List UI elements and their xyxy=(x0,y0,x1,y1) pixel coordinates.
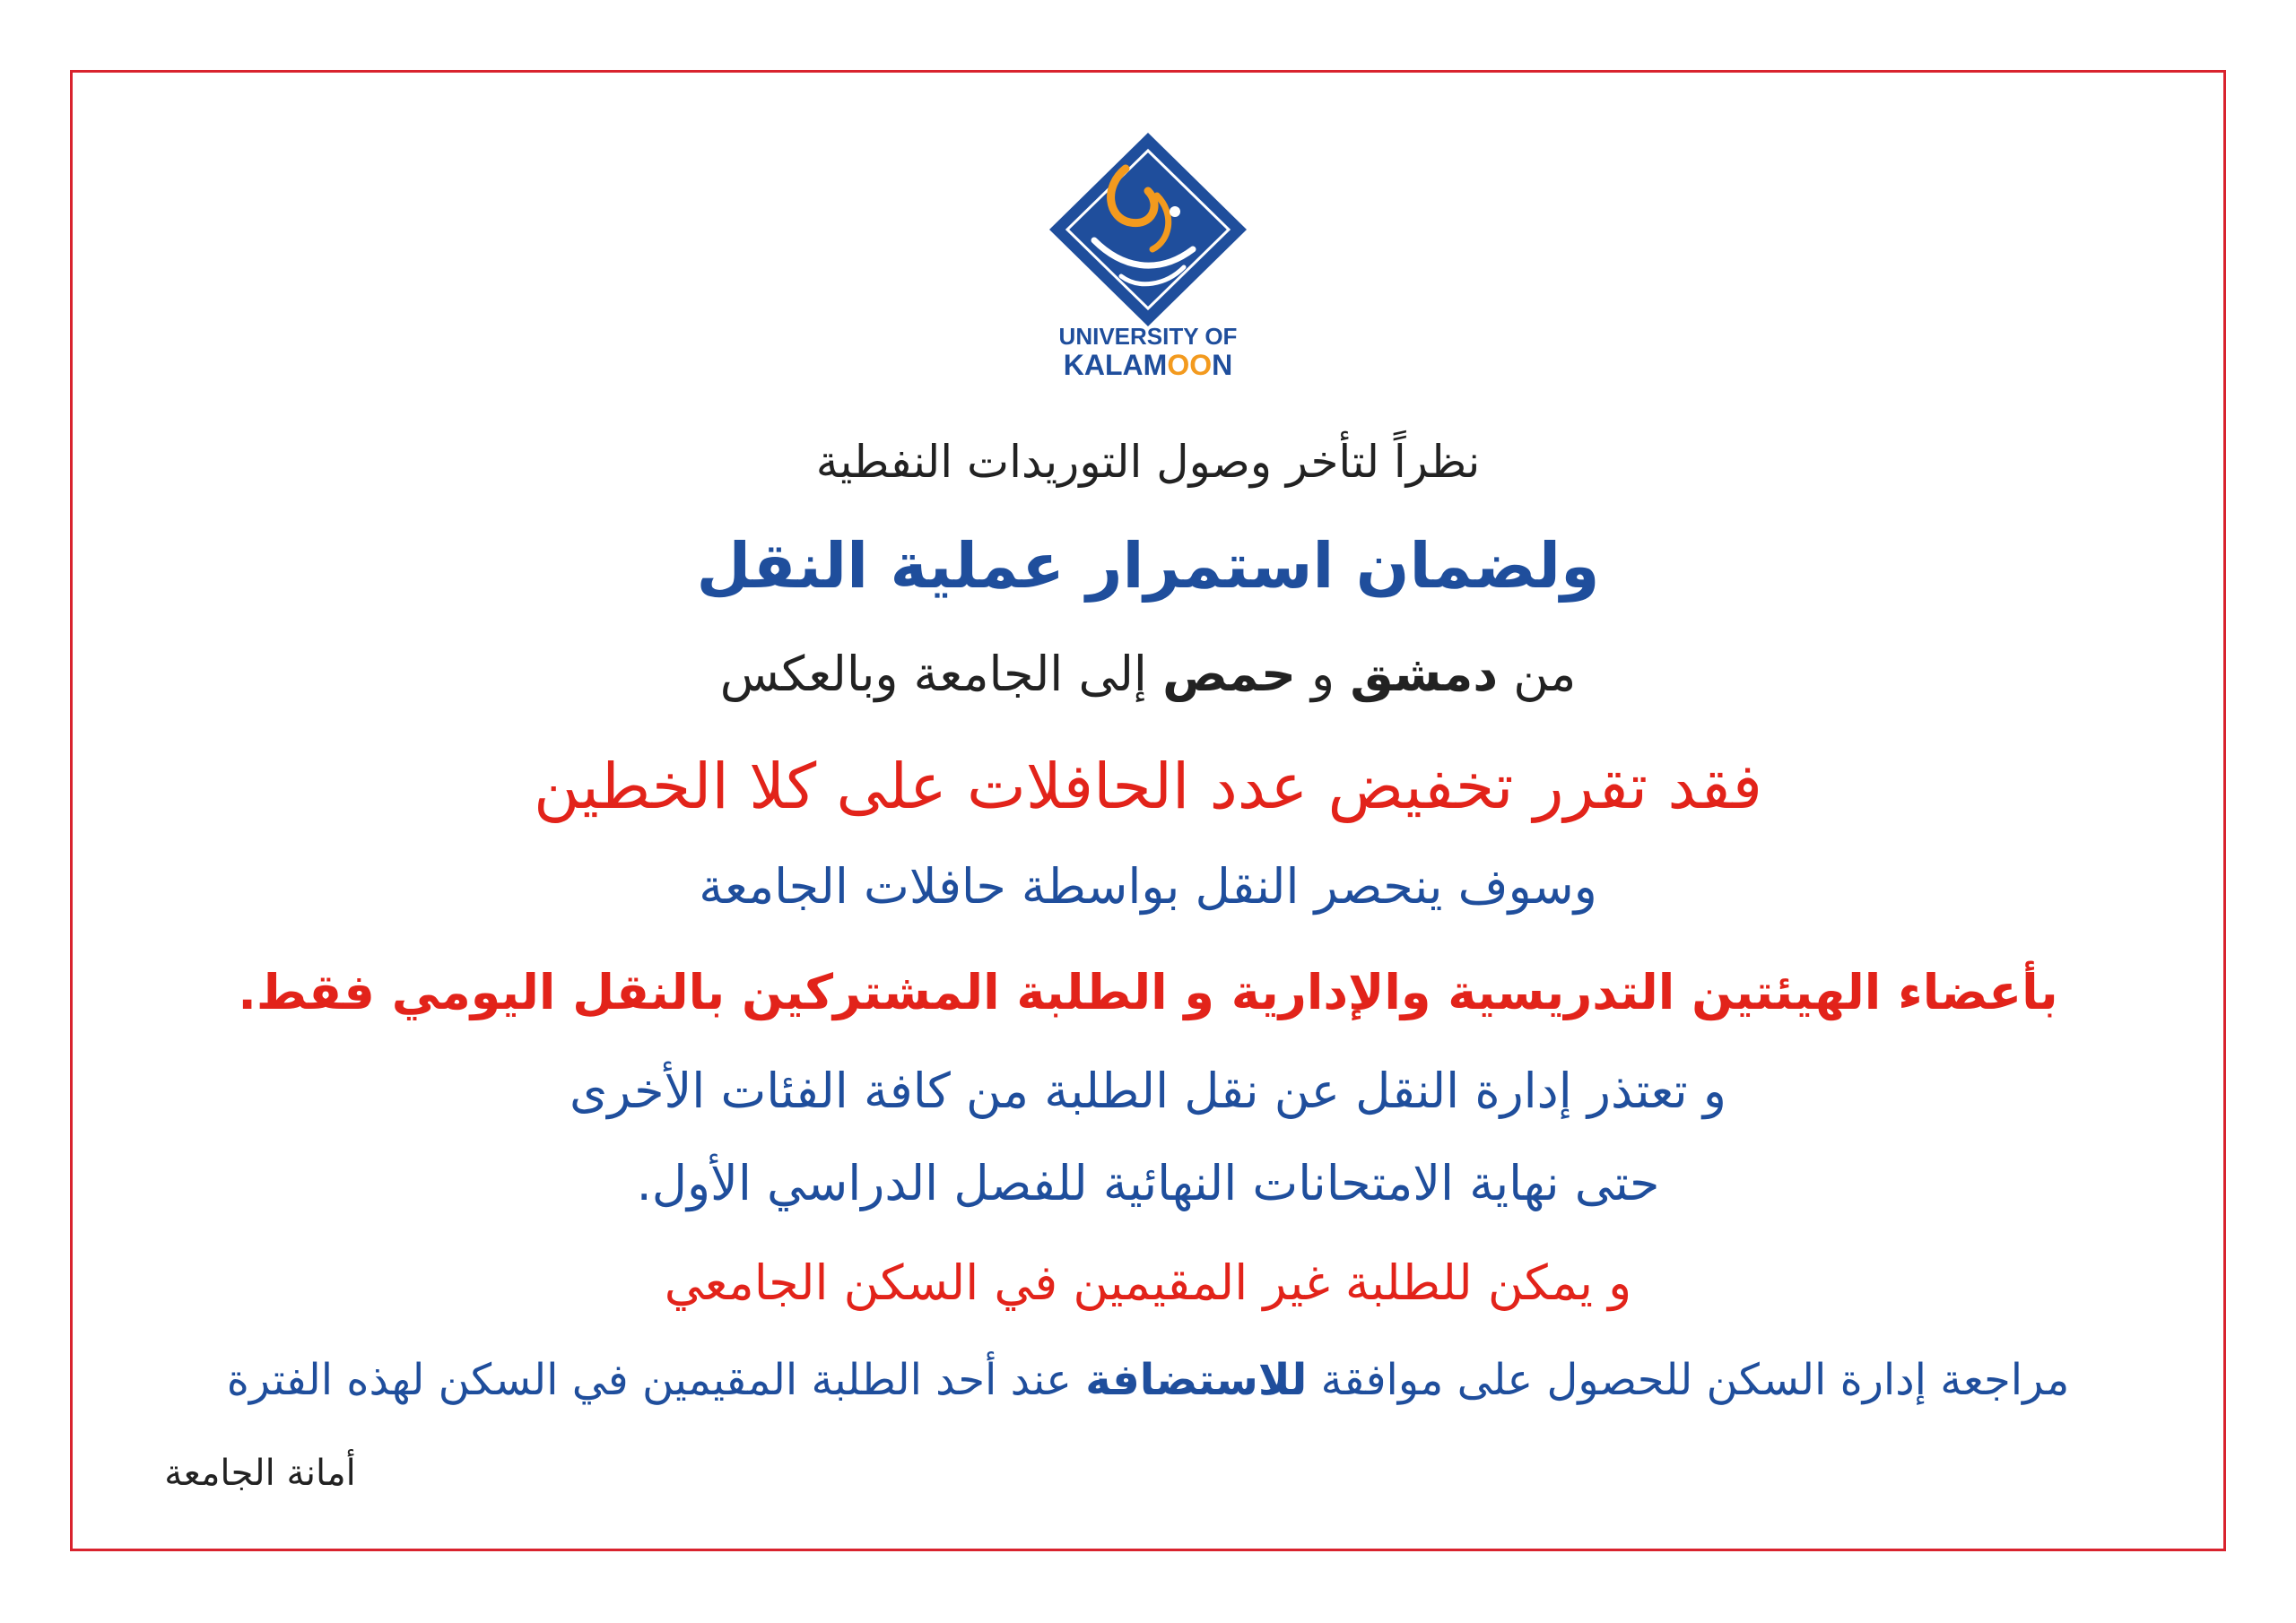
route-line: من دمشق و حمص إلى الجامعة وبالعكس xyxy=(719,646,1577,702)
logo-emblem-icon xyxy=(1040,133,1256,384)
headline-continuity: ولضمان استمرار عملية النقل xyxy=(696,529,1600,603)
non-resident-line: و يمكن للطلبة غير المقيمين في السكن الجامعي xyxy=(664,1254,1632,1311)
university-logo xyxy=(1040,133,1256,384)
duration-line: حتى نهاية الامتحانات النهائية للفصل الدراسي الأول. xyxy=(636,1155,1660,1211)
logo-diamond xyxy=(1049,133,1247,326)
intro-line: نظراً لتأخر وصول التوريدات النفطية xyxy=(815,436,1481,488)
logo-dot xyxy=(1170,206,1180,217)
eligible-groups-line: بأعضاء الهيئتين التدريسية والإدارية و الطلبة المشتركين بالنقل اليومي فقط. xyxy=(238,964,2058,1020)
logo-text-line2: KALAMOON xyxy=(1063,349,1233,381)
signature: أمانة الجامعة xyxy=(164,1453,356,1494)
decision-line: فقد تقرر تخفيض عدد الحافلات على كلا الخطين xyxy=(534,750,1762,823)
apology-line: و تعتذر إدارة النقل عن نقل الطلبة من كافة الفئات الأخرى xyxy=(570,1063,1726,1119)
restriction-line: وسوف ينحصر النقل بواسطة حافلات الجامعة xyxy=(699,858,1597,915)
housing-line: مراجعة إدارة السكن للحصول على موافقة للاستضافة عند أحد الطلبة المقيمين في السكن لهذه الفترة xyxy=(226,1355,2070,1405)
hosting-word: للاستضافة xyxy=(1085,1355,1308,1405)
city-homs: حمص xyxy=(1162,646,1296,702)
logo-text-line1: UNIVERSITY OF xyxy=(1058,323,1238,350)
city-damascus: دمشق xyxy=(1350,646,1499,702)
